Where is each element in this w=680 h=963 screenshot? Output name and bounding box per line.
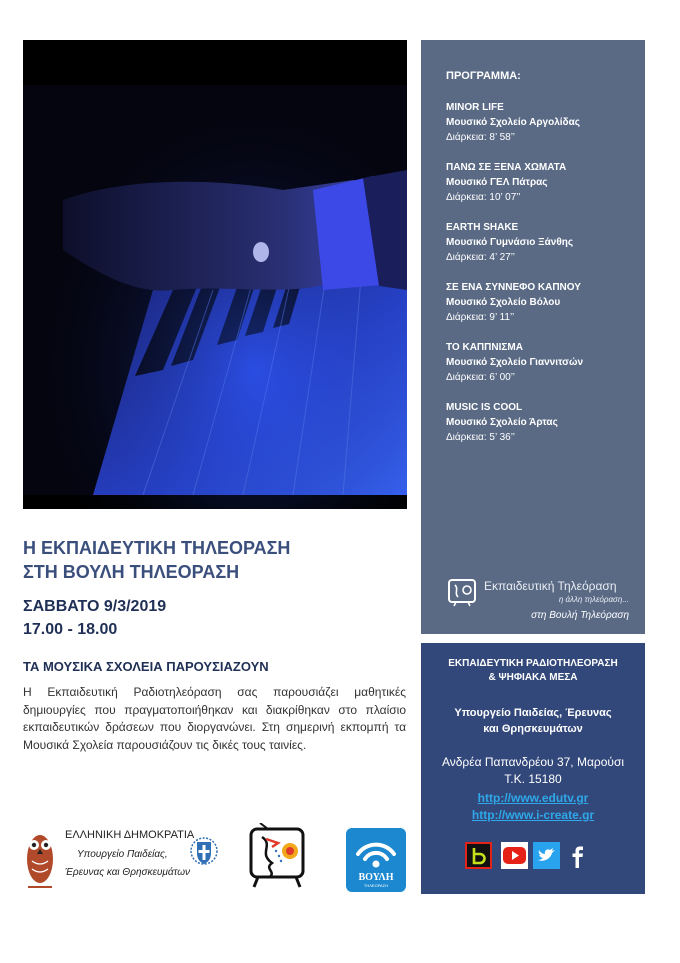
program-item-duration: Διάρκεια: 6’ 00’’ xyxy=(446,372,515,383)
b-icon[interactable] xyxy=(465,842,492,869)
program-item-duration: Διάρκεια: 5’ 36’’ xyxy=(446,432,515,443)
program-item xyxy=(446,280,645,325)
program-item-school: Μουσικό Σχολείο Άρτας xyxy=(446,417,558,428)
organization-name xyxy=(421,657,645,685)
hellenic-republic-text: ΕΛΛΗΝΙΚΗ ΔΗΜΟΚΡΑΤΙΑ xyxy=(65,829,195,841)
vouli-logo-text: ΒΟΥΛΗ xyxy=(358,872,394,883)
greek-emblem-icon xyxy=(189,833,219,869)
ministry-name xyxy=(421,705,645,737)
program-item-title: MUSIC IS COOL xyxy=(446,402,523,413)
facebook-icon[interactable] xyxy=(564,842,591,869)
hero-piano-image xyxy=(23,40,407,509)
program-item-title: ΠΑΝΩ ΣΕ ΞΕΝΑ ΧΩΜΑΤΑ xyxy=(446,162,567,173)
twitter-icon[interactable] xyxy=(533,842,560,869)
program-item xyxy=(446,340,645,385)
program-item-duration: Διάρκεια: 4’ 27’’ xyxy=(446,252,515,263)
program-item xyxy=(446,160,645,205)
ministry-text-line1: Υπουργείο Παιδείας, xyxy=(77,849,168,860)
program-item-title: MINOR LIFE xyxy=(446,102,504,113)
youtube-icon[interactable] xyxy=(501,842,528,869)
program-item-title: ΣΕ ΕΝΑ ΣΥΝΝΕΦΟ ΚΑΠΝΟΥ xyxy=(446,282,581,293)
edutv-link[interactable]: http://www.edutv.gr xyxy=(477,791,589,805)
ministry-name-line2: και Θρησκευμάτων xyxy=(483,723,583,735)
address-line1: Ανδρέα Παπανδρέου 37, Μαρούσι xyxy=(441,755,625,769)
ministry-text-line2: Έρευνας και Θρησκευμάτων xyxy=(65,867,190,878)
program-item-title: EARTH SHAKE xyxy=(446,222,519,233)
description-paragraph: Η Εκπαιδευτική Ραδιοτηλεόραση σας παρουσιάζει μαθητικές δημιουργίες που πραγματοποιήθηκαν και διακρίθηκαν στο πλαίσιο εκπαιδευτικών δράσεων που διοργανώνει. Στη σημερινή εκπομπή τα Μουσικά Σχολεία παρουσιάζουν τις δικές τους ταινίες. xyxy=(23,685,406,752)
program-item-title: ΤΟ ΚΑΠΠΝΙΣΜΑ xyxy=(446,342,523,353)
owl-icon xyxy=(23,823,57,891)
tv-face-icon xyxy=(447,577,477,607)
organization-name-line1: ΕΚΠΑΙΔΕΥΤΙΚΗ ΡΑΔΙΟΤΗΛΕΟΡΑΣΗ xyxy=(448,658,618,669)
program-item-school: Μουσικό Γυμνάσιο Ξάνθης xyxy=(446,237,574,248)
hellenic-republic-logo xyxy=(23,823,223,893)
website-links xyxy=(421,790,645,824)
edutv-logo-tagline: η άλλη τηλεόραση... xyxy=(558,595,629,604)
program-item-school: Μουσικό Σχολείο Αργολίδας xyxy=(446,117,580,128)
partner-logos xyxy=(23,823,413,895)
icreate-link[interactable]: http://www.i-create.gr xyxy=(471,808,595,822)
broadcast-time: 17.00 - 18.00 xyxy=(23,621,118,638)
program-item-duration: Διάρκεια: 10’ 07’’ xyxy=(446,192,521,203)
edutv-face-logo xyxy=(248,823,308,889)
program-item xyxy=(446,400,645,445)
page-title xyxy=(23,536,413,584)
section-heading: ΤΑ ΜΟΥΣΙΚΑ ΣΧΟΛΕΙΑ ΠΑΡΟΥΣΙΑΖΟΥΝ xyxy=(23,659,269,674)
broadcast-day: ΣΑΒΒΑΤΟ 9/3/2019 xyxy=(23,598,167,615)
program-item-school: Μουσικό Σχολείο Γιαννιτσών xyxy=(446,357,584,368)
vouli-logo-subtext: ΤΗΛΕΟΡΑΣΗ xyxy=(363,883,389,888)
program-item-duration: Διάρκεια: 9’ 11’’ xyxy=(446,312,515,323)
broadcast-date xyxy=(23,595,166,641)
edutv-logo-name: Εκπαιδευτική Τηλεόραση xyxy=(484,579,617,593)
edutv-logo-subtitle: στη Βουλή Τηλεόραση xyxy=(531,610,629,621)
ministry-name-line1: Υπουργείο Παιδείας, Έρευνας xyxy=(454,707,612,719)
program-panel xyxy=(421,40,645,634)
edutv-logo xyxy=(447,577,637,627)
page-title-line2: ΣΤΗ ΒΟΥΛΗ ΤΗΛΕΟΡΑΣΗ xyxy=(23,562,240,582)
program-item xyxy=(446,100,645,145)
vouli-tv-logo xyxy=(346,828,406,892)
contact-panel xyxy=(421,643,645,894)
address-line2: Τ.Κ. 15180 xyxy=(504,772,562,786)
program-item-duration: Διάρκεια: 8’ 58’’ xyxy=(446,132,515,143)
program-title: ΠΡΟΓΡΑΜΜΑ: xyxy=(446,70,521,82)
organization-name-line2: & ΨΗΦΙΑΚΑ ΜΕΣΑ xyxy=(488,672,578,683)
program-item-school: Μουσικό ΓΕΛ Πάτρας xyxy=(446,177,548,188)
program-item xyxy=(446,220,645,265)
wifi-arc-icon xyxy=(346,828,406,872)
address xyxy=(421,754,645,788)
page-title-line1: Η ΕΚΠΑΙΔΕΥΤΙΚΗ ΤΗΛΕΟΡΑΣΗ xyxy=(23,538,291,558)
program-item-school: Μουσικό Σχολείο Βόλου xyxy=(446,297,561,308)
